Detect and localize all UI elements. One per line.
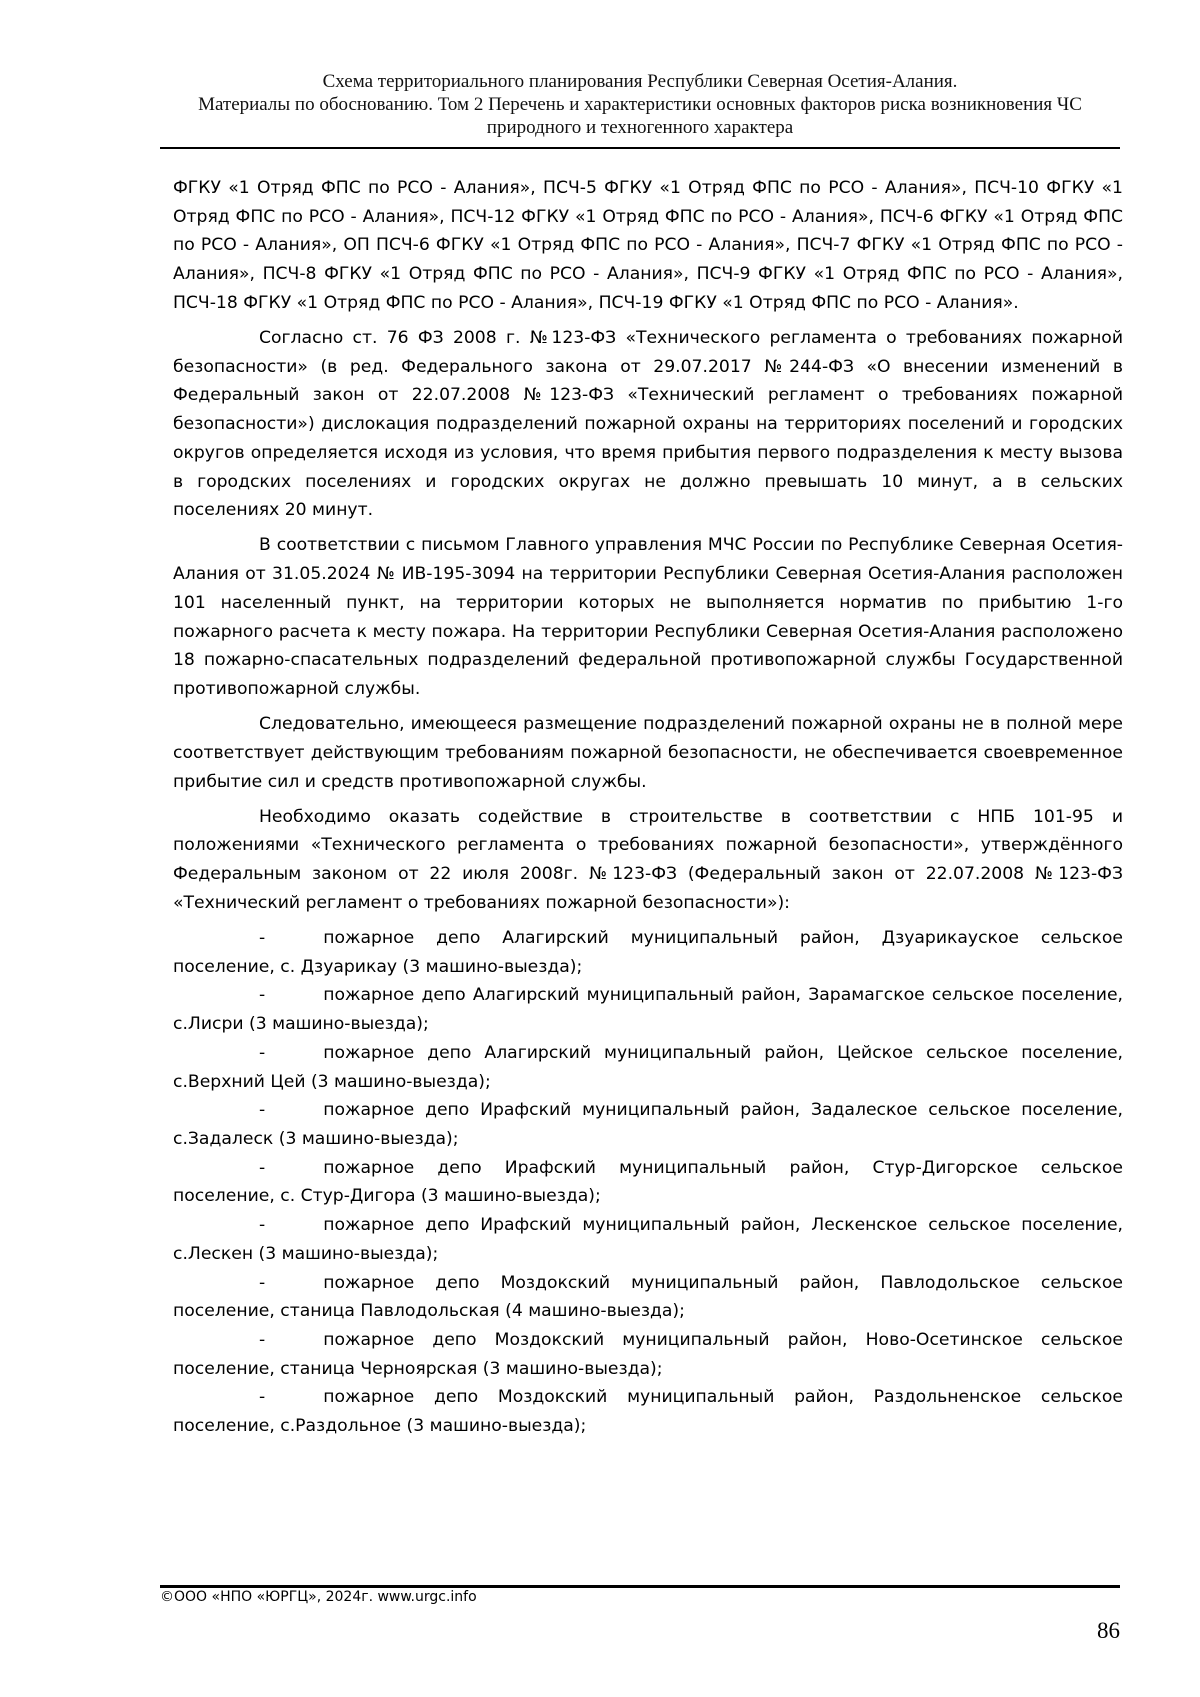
document-body [173,174,1123,1441]
header-line-2: Материалы по обоснованию. Том 2 Перечень и характеристики основных факторов риска возникновения ЧС [198,94,1082,115]
list-item-text: пожарное депо Ирафский муниципальный район, Задалеское сельское поселение, с.Задалеск (3 машино-выезда); [173,1100,1123,1149]
list-item-text: пожарное депо Моздокский муниципальный район, Ново-Осетинское сельское поселение, станица Черноярская (3 машино-выезда); [173,1329,1123,1379]
page-number: 86 [1097,1618,1120,1643]
depot-list [173,924,1123,1441]
paragraph-construction: Необходимо оказать содействие в строительстве в соответствии с НПБ 101-95 и положениями «Технического регламента о требованиях пожарной безопасности», утверждённого Федеральным законом от 22 июля 2008г. №123-ФЗ (Федеральный закон от 22.07.2008 №123-ФЗ «Технический регламент о требованиях пожарной безопасности»): [173,806,1123,913]
list-item-text: пожарное депо Алагирский муниципальный район, Дзуарикауское сельское поселение, с. Дзуарикау (3 машино-выезда); [173,928,1123,977]
paragraph-mchs-letter: В соответствии с письмом Главного управления МЧС России по Республике Северная Осетия-Алания от 31.05.2024 № ИВ-195-3094 на территории Республики Северная Осетия-Алания расположен 101 населенный пункт, на территории которых не выполняется норматив по прибытию 1-го пожарного расчета к месту пожара. На территории Республики Северная Осетия-Алания расположено 18 пожарно-спасательных подразделений федеральной противопожарной службы Государственной противопожарной службы. [173,535,1123,699]
list-marker: - [259,1042,266,1063]
list-item-text: пожарное депо Ирафский муниципальный район, Стур-Дигорское сельское поселение, с. Стур-Дигора (3 машино-выезда); [173,1157,1123,1207]
list-item-text: пожарное депо Алагирский муниципальный район, Цейское сельское поселение, с.Верхний Цей (3 машино-выезда); [173,1042,1123,1092]
footer-divider [160,1585,1120,1588]
list-marker: - [259,985,266,1006]
header-line-3: природного и техногенного характера [486,117,794,138]
header-divider [160,147,1120,149]
list-marker: - [259,1272,266,1293]
list-item [173,981,1123,1038]
list-marker: - [259,1157,266,1178]
list-item [173,1383,1123,1440]
list-item [173,1154,1123,1211]
list-marker: - [259,928,266,949]
list-marker: - [259,1215,266,1236]
list-marker: - [259,1387,266,1408]
list-item [173,1096,1123,1153]
list-item [173,1269,1123,1326]
header-line-1: Схема территориального планирования Республики Северная Осетия-Алания. [322,71,958,92]
paragraph-fire-units: ФГКУ «1 Отряд ФПС по РСО - Алания», ПСЧ-5 ФГКУ «1 Отряд ФПС по РСО - Алания», ПСЧ-10 ФГКУ «1 Отряд ФПС по РСО - Алания», ПСЧ-12 ФГКУ «1 Отряд ФПС по РСО - Алания», ПСЧ-6 ФГКУ «1 Отряд ФПС по РСО - Алания», ОП ПСЧ-6 ФГКУ «1 Отряд ФПС по РСО - Алания», ПСЧ-7 ФГКУ «1 Отряд ФПС по РСО - Алания», ПСЧ-8 ФГКУ «1 Отряд ФПС по РСО - Алания», ПСЧ-9 ФГКУ «1 Отряд ФПС по РСО - Алания», ПСЧ-18 ФГКУ «1 Отряд ФПС по РСО - Алания», ПСЧ-19 ФГКУ «1 Отряд ФПС по РСО - Алания». [173,178,1123,313]
list-item-text: пожарное депо Ирафский муниципальный район, Лескенское сельское поселение, с.Лескен (3 машино-выезда); [173,1215,1123,1264]
list-item [173,1326,1123,1383]
list-item [173,1211,1123,1268]
list-item-text: пожарное депо Алагирский муниципальный район, Зарамагское сельское поселение, с.Лисри (3 машино-выезда); [173,985,1123,1035]
paragraph-regulation: Согласно ст. 76 ФЗ 2008 г. №123-ФЗ «Технического регламента о требованиях пожарной безопасности» (в ред. Федерального закона от 29.07.2017 №244-ФЗ «О внесении изменений в Федеральный закон от 22.07.2008 №123-ФЗ «Технический регламент о требованиях пожарной безопасности») дислокация подразделений пожарной охраны на территориях поселений и городских округов определяется исходя из условия, что время прибытия первого подразделения к месту вызова в городских поселениях и городских округах не должно превышать 10 минут, а в сельских поселениях 20 минут. [173,328,1123,521]
page-header [160,70,1120,139]
list-marker: - [259,1329,266,1350]
list-item-text: пожарное депо Моздокский муниципальный район, Павлодольское сельское поселение, станица Павлодольская (4 машино-выезда); [173,1272,1123,1322]
list-marker: - [259,1100,266,1121]
list-item [173,924,1123,981]
list-item-text: пожарное депо Моздокский муниципальный район, Раздольненское сельское поселение, с.Раздольное (3 машино-выезда); [173,1387,1123,1437]
list-item [173,1039,1123,1096]
paragraph-conclusion: Следовательно, имеющееся размещение подразделений пожарной охраны не в полной мере соответствует действующим требованиям пожарной безопасности, не обеспечивается своевременное прибытие сил и средств противопожарной службы. [173,714,1123,792]
footer-copyright: ©ООО «НПО «ЮРГЦ», 2024г. www.urgc.info [160,1589,477,1605]
